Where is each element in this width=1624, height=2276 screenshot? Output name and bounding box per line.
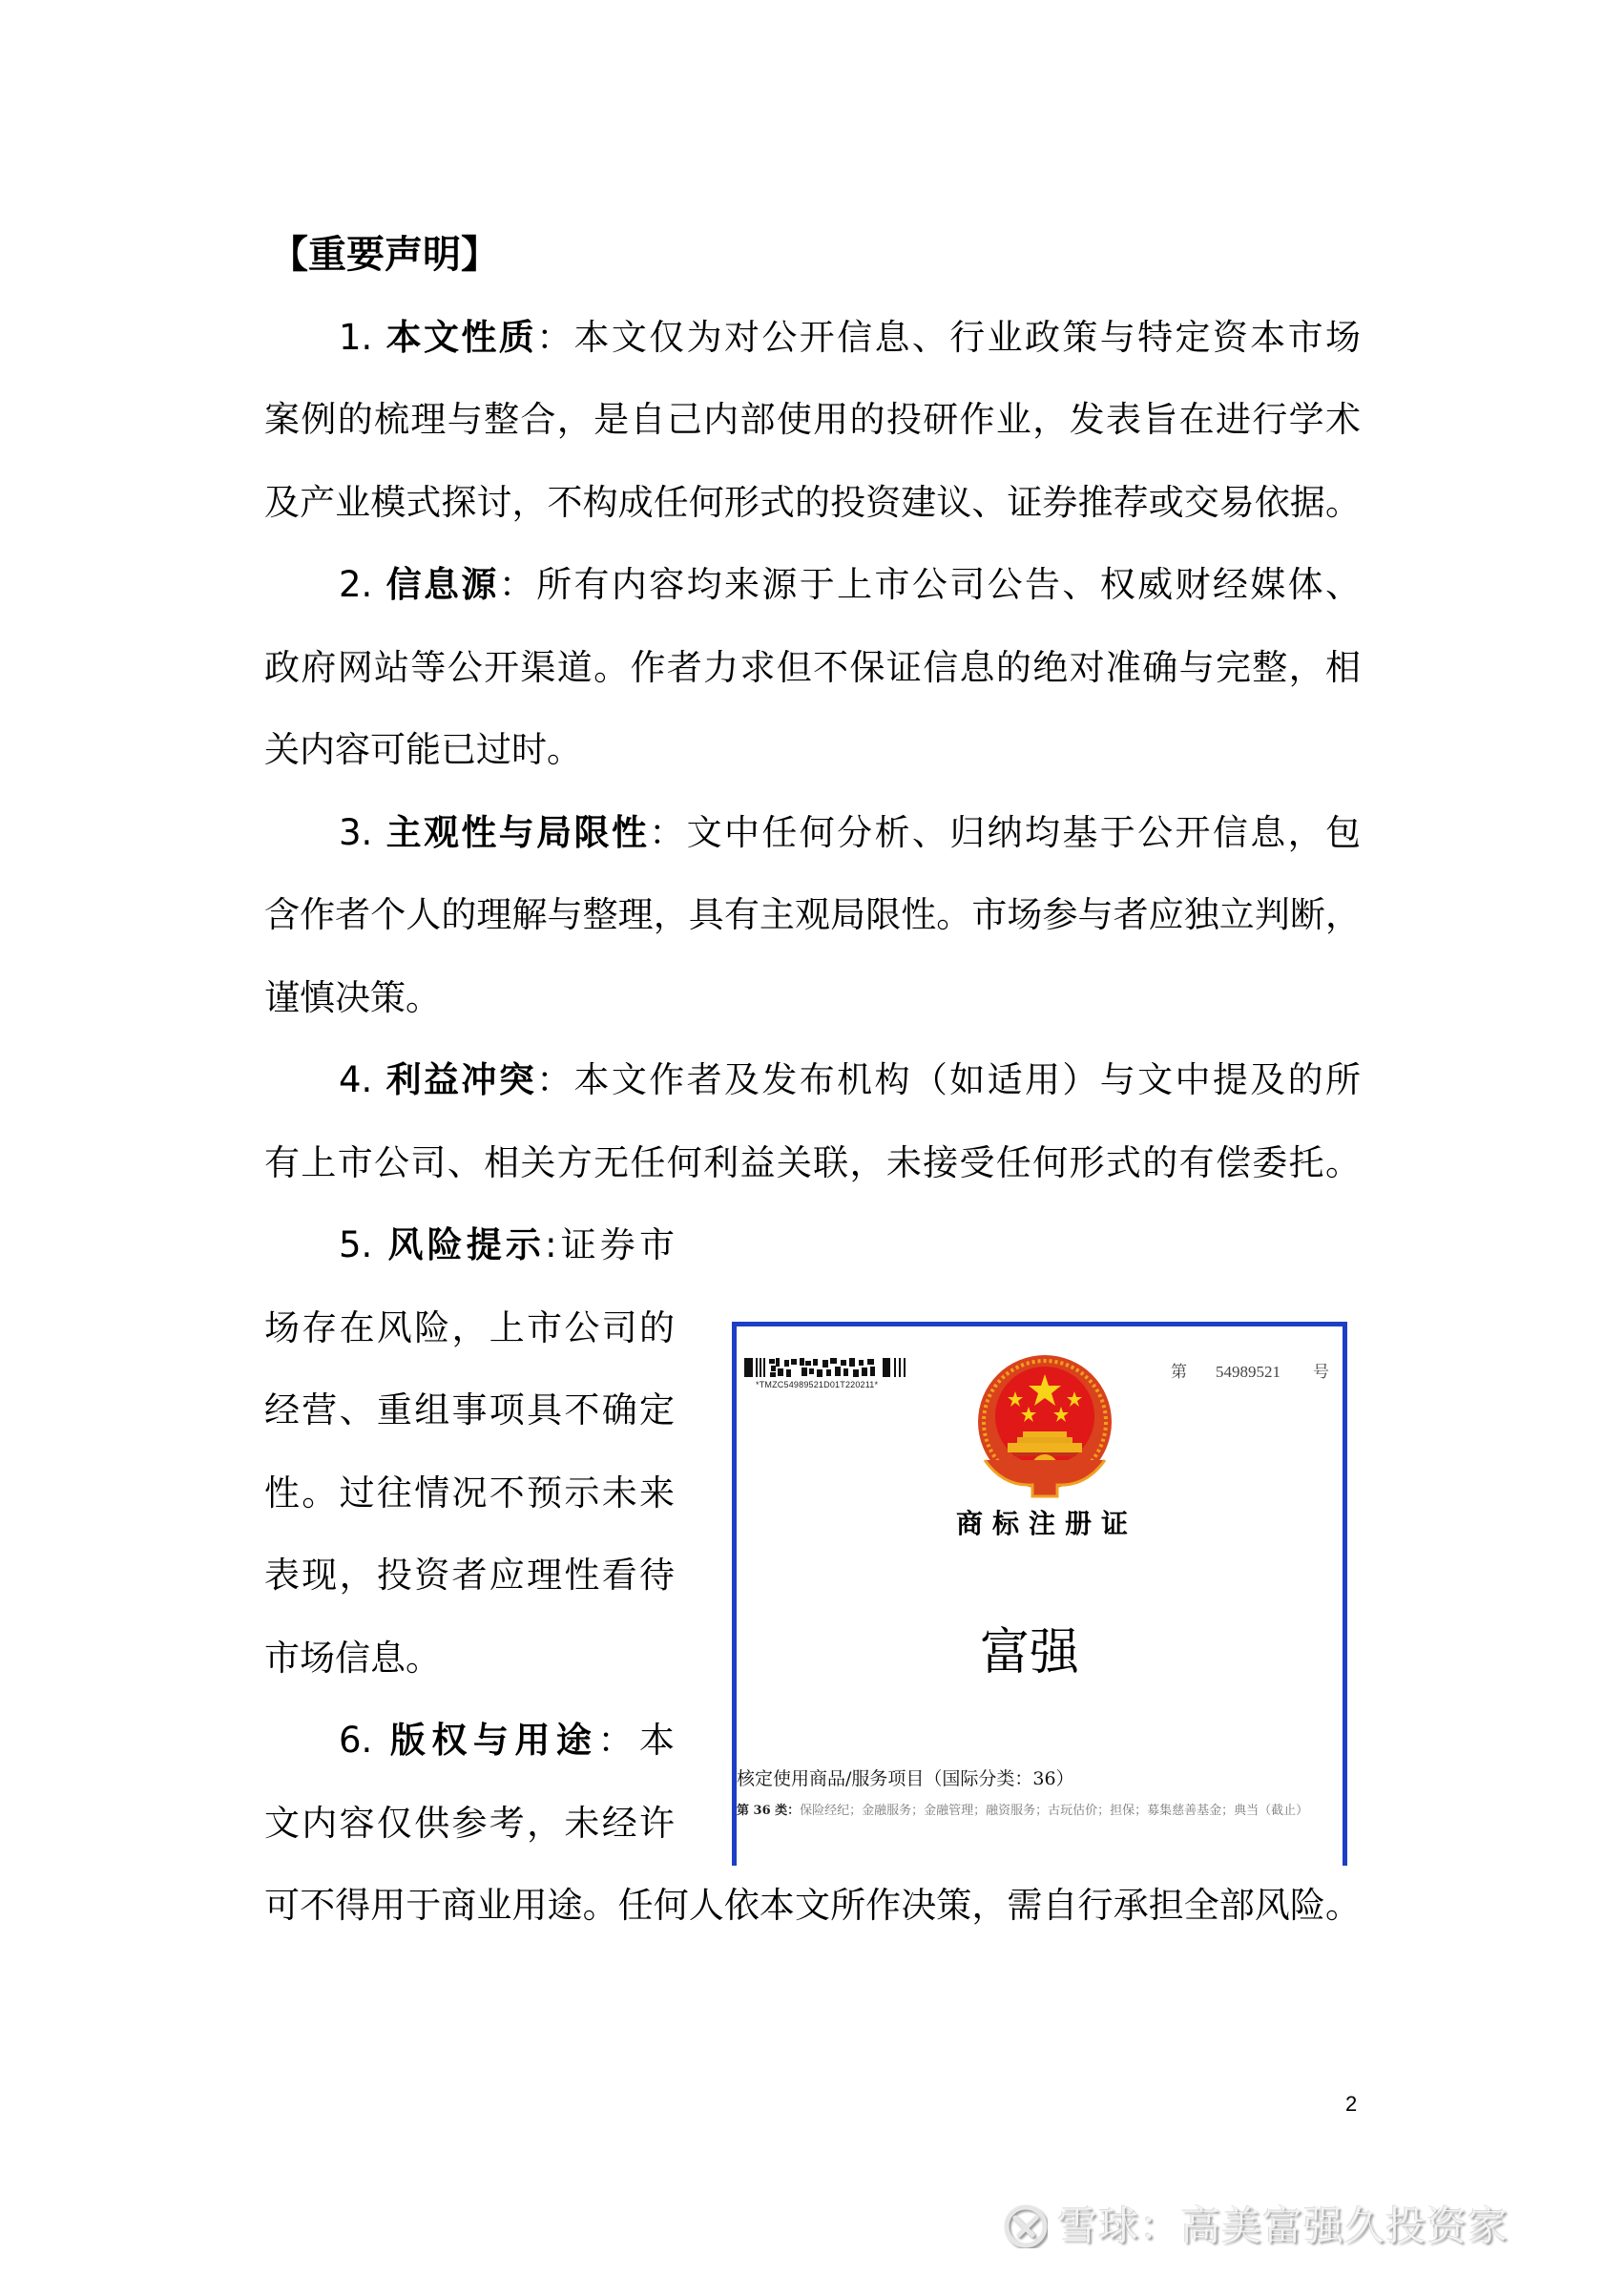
- section-label: 本文性质: [384, 316, 537, 358]
- line-text: 文内容仅供参考，未经许: [264, 1802, 675, 1844]
- line-text: 关内容可能已过时。: [264, 729, 582, 770]
- section-line: [339, 1057, 1361, 1103]
- section-number: 2.: [339, 564, 373, 605]
- line-text: 案例的梳理与整合，是自己内部使用的投研作业，发表旨在进行学术: [264, 399, 1361, 440]
- line-text: 含作者个人的理解与整理，具有主观局限性。市场参与者应独立判断，: [264, 894, 1361, 935]
- line-text: ：本文仅为对公开信息、行业政策与特定资本市场: [536, 316, 1361, 358]
- class-label: 第 36 类：: [737, 1804, 801, 1818]
- line-text: ：文中任何分析、归纳均基于公开信息，包: [649, 811, 1361, 853]
- section-line: [339, 810, 1361, 856]
- body-line: [264, 1388, 675, 1433]
- body-line: [264, 1553, 675, 1598]
- body-line: [264, 1636, 675, 1681]
- section-label: 主观性与局限性: [384, 811, 650, 853]
- body-line: [264, 892, 1361, 938]
- section-number: 5.: [339, 1224, 373, 1265]
- section-number: 1.: [339, 316, 373, 358]
- certificate-class-heading: 核定使用商品/服务项目（国际分类：36）: [737, 1768, 1074, 1789]
- line-text: ：本文作者及发布机构（如适用）与文中提及的所: [536, 1059, 1361, 1100]
- body-line: [264, 1471, 675, 1516]
- national-emblem-icon: [975, 1353, 1114, 1498]
- body-line: [264, 1140, 1361, 1186]
- line-text: 表现，投资者应理性看待: [264, 1555, 675, 1596]
- body-line: [264, 397, 1361, 443]
- section-label: 版权与用途: [384, 1720, 598, 1761]
- line-text: 市场信息。: [264, 1637, 441, 1679]
- section-number: 4.: [339, 1059, 373, 1100]
- certificate-class-items: [737, 1801, 1333, 1822]
- line-text: 可不得用于商业用途。任何人依本文所作决策，需自行承担全部风险。: [264, 1885, 1361, 1926]
- certificate-number-suffix: 号: [1313, 1363, 1329, 1381]
- trademark-certificate-image: [732, 1322, 1347, 1866]
- section-number: 3.: [339, 811, 373, 853]
- watermark-text: 雪球：高美富强久投资家: [1057, 2203, 1509, 2249]
- body-line: [264, 1883, 1361, 1929]
- line-text: ：本: [597, 1720, 675, 1761]
- section-label: 利益冲突: [384, 1059, 537, 1100]
- trademark-name: 富强: [980, 1624, 1080, 1681]
- barcode-icon: [744, 1358, 916, 1377]
- certificate-number-line: [1171, 1363, 1329, 1382]
- section-label: 信息源: [384, 564, 499, 605]
- body-line: [264, 1801, 675, 1847]
- page-heading: 【重要声明】: [270, 233, 499, 277]
- line-text: :证券市: [545, 1224, 675, 1265]
- body-line: [264, 727, 1361, 773]
- section-line: [339, 562, 1361, 608]
- certificate-number-prefix: 第: [1171, 1363, 1187, 1381]
- line-text: 有上市公司、相关方无任何利益关联，未接受任何形式的有偿委托。: [264, 1141, 1361, 1183]
- line-text: 及产业模式探讨，不构成任何形式的投资建议、证券推荐或交易依据。: [264, 481, 1361, 523]
- section-number: 6.: [339, 1720, 373, 1761]
- barcode-caption: *TMZC54989521D01T220211*: [756, 1380, 879, 1389]
- line-text: 经营、重组事项具不确定: [264, 1389, 675, 1430]
- line-text: 政府网站等公开渠道。作者力求但不保证信息的绝对准确与完整，相: [264, 646, 1361, 688]
- xueqiu-logo-icon: [1004, 2204, 1048, 2248]
- line-text: ：所有内容均来源于上市公司公告、权威财经媒体、: [498, 564, 1361, 605]
- class-items-text: 保险经纪；金融服务；金融管理；融资服务；古玩估价；担保；募集慈善基金；典当（截止）: [800, 1804, 1309, 1818]
- page-number: 2: [1345, 2092, 1358, 2116]
- section-label: 风险提示: [384, 1224, 546, 1265]
- line-text: 谨慎决策。: [264, 976, 441, 1018]
- body-line: [264, 975, 1361, 1021]
- line-text: 场存在风险，上市公司的: [264, 1306, 675, 1348]
- section-line: [339, 1222, 675, 1268]
- body-line: [264, 480, 1361, 526]
- section-line: [339, 1718, 675, 1764]
- watermark: [1004, 2199, 1509, 2254]
- certificate-number: 54989521: [1216, 1363, 1280, 1381]
- section-line: [339, 315, 1361, 361]
- body-line: [264, 645, 1361, 691]
- certificate-title: 商标注册证: [955, 1508, 1137, 1539]
- line-text: 性。过往情况不预示未来: [264, 1472, 675, 1514]
- body-line: [264, 1305, 675, 1351]
